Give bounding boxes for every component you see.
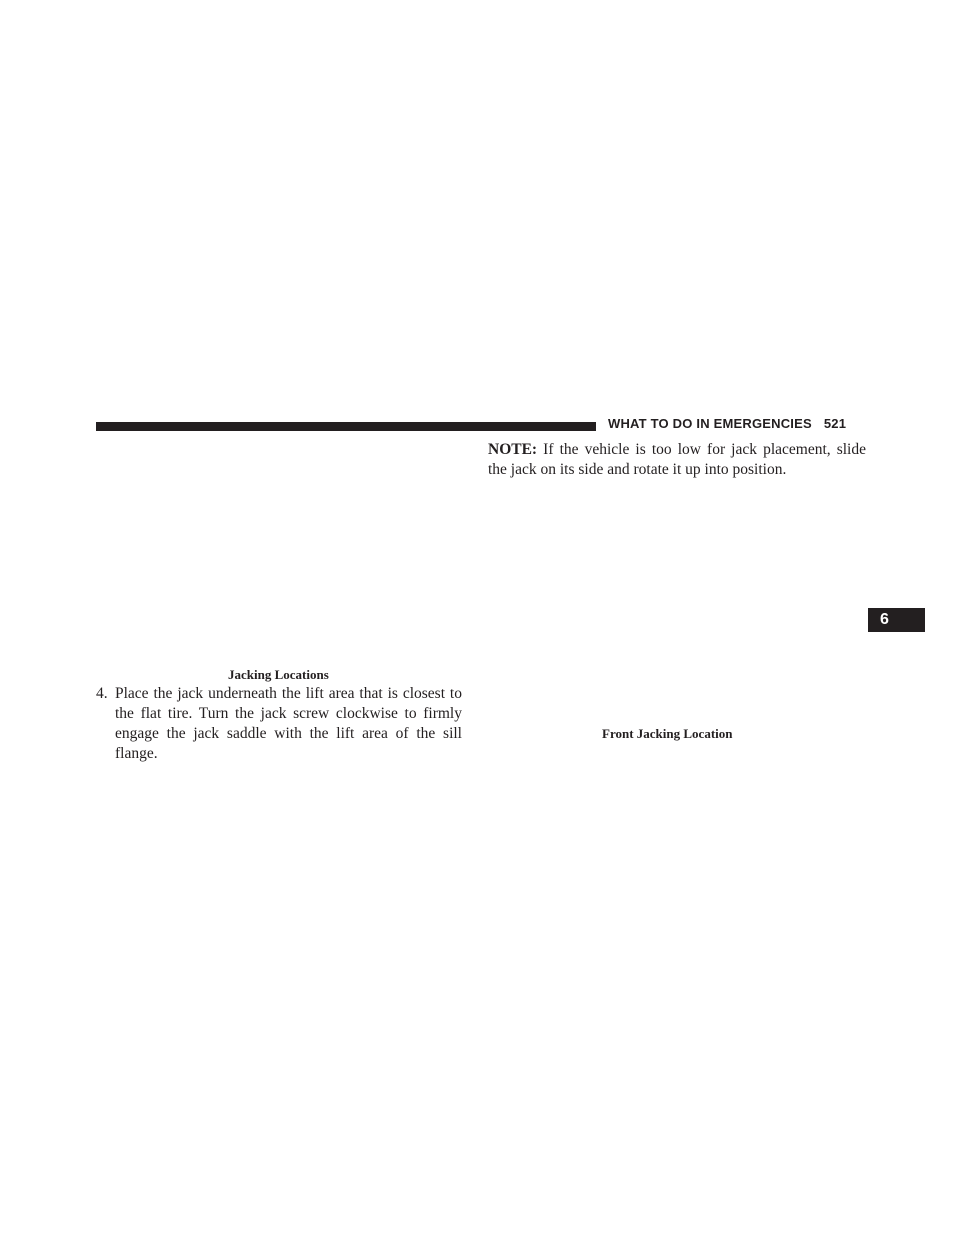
step-number: 4.	[96, 685, 108, 702]
step-4	[96, 684, 462, 764]
note-paragraph	[488, 440, 866, 480]
front-jacking-location-figure	[488, 490, 866, 720]
header-rule	[96, 422, 596, 431]
chapter-tab: 6	[868, 608, 925, 632]
note-text: If the vehicle is too low for jack placement, slide the jack on its side and rotate it up into position.	[488, 441, 866, 478]
figure-caption-jacking-locations: Jacking Locations	[228, 667, 329, 682]
jacking-locations-figure	[96, 440, 468, 662]
running-header	[608, 416, 846, 431]
page-number: 521	[823, 416, 847, 431]
step-text: Place the jack underneath the lift area that is closest to the flat tire. Turn the jack screw clockwise to firmly engage the jack saddle with the lift area of the sill flange.	[115, 685, 462, 762]
note-label: NOTE:	[488, 441, 538, 458]
figure-caption-front-jacking-location: Front Jacking Location	[602, 726, 733, 741]
section-title: WHAT TO DO IN EMERGENCIES	[608, 416, 812, 431]
